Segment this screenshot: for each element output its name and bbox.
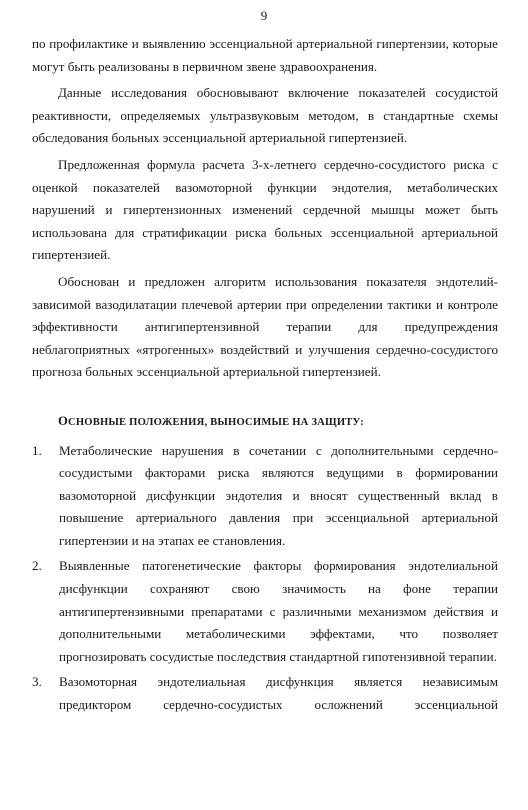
thesis-text: Метаболические нарушения в сочетании с дополнительными сердечно-сосудистыми факторами риска являются ведущими в формировании вазомоторной дисфункции эндотелия и вносят существенный вклад в повышение артериального давления при эссенциальной артериальной гипертензии и на этапах ее становления. bbox=[59, 442, 498, 548]
section-heading-first-letter: О bbox=[58, 413, 68, 428]
paragraph-vascular-reactivity: Данные исследования обосновывают включение показателей сосудистой реактивности, определяемых ультразвуковым методом, в стандартные схемы обследования больных эссенциальной артериальной гипертензией. bbox=[32, 85, 498, 146]
thesis-number: 2. bbox=[32, 558, 42, 574]
section-heading-rest: СНОВНЫЕ ПОЛОЖЕНИЯ, ВЫНОСИМЫЕ НА ЗАЩИТУ: bbox=[68, 416, 364, 428]
paragraph-risk-formula: Предложенная формула расчета 3-х-летнего сердечно-сосудистого риска с оценкой показателей вазомоторной функции эндотелия, метаболических нарушений и гипертензионных изменений сердечной мышцы может быть использована для стратификации риска больных эссенциальной артериальной гипертензией. bbox=[32, 156, 498, 263]
thesis-text: Выявленные патогенетические факторы формирования эндотелиальной дисфункции сохраняют свою значимость на фоне терапии антигипертензивными препаратами с различными механизмом действия и дополнительными метаболическими эффектами, что позволяет прогнозировать сосудистые последствия стандартной гипотензивной терапии. bbox=[59, 558, 498, 664]
page-number: 9 bbox=[260, 8, 268, 23]
thesis-item-1 bbox=[32, 440, 498, 553]
thesis-text: Вазомоторная эндотелиальная дисфункция является независимым предиктором сердечно-сосудистых осложнений эссенциальной bbox=[59, 674, 498, 713]
thesis-number: 3. bbox=[32, 674, 42, 690]
thesis-number: 1. bbox=[32, 442, 42, 458]
theses-list bbox=[32, 440, 498, 717]
thesis-item-3 bbox=[32, 671, 498, 716]
page-content bbox=[32, 33, 498, 717]
thesis-item-2 bbox=[32, 555, 498, 668]
paragraph-continuation: по профилактике и выявлению эссенциальной артериальной гипертензии, которые могут быть реализованы в первичном звене здравоохранения. bbox=[32, 36, 498, 74]
section-heading bbox=[58, 410, 498, 435]
paragraph-algorithm: Обоснован и предложен алгоритм использования показателя эндотелий-зависимой вазодилатации плечевой артерии при определении тактики и контроле эффективности антигипертензивной терапии для предупреждения неблагоприятных «ятрогенных» воздействий и улучшения сердечно-сосудистого прогноза больных эссенциальной артериальной гипертензией. bbox=[32, 273, 498, 380]
